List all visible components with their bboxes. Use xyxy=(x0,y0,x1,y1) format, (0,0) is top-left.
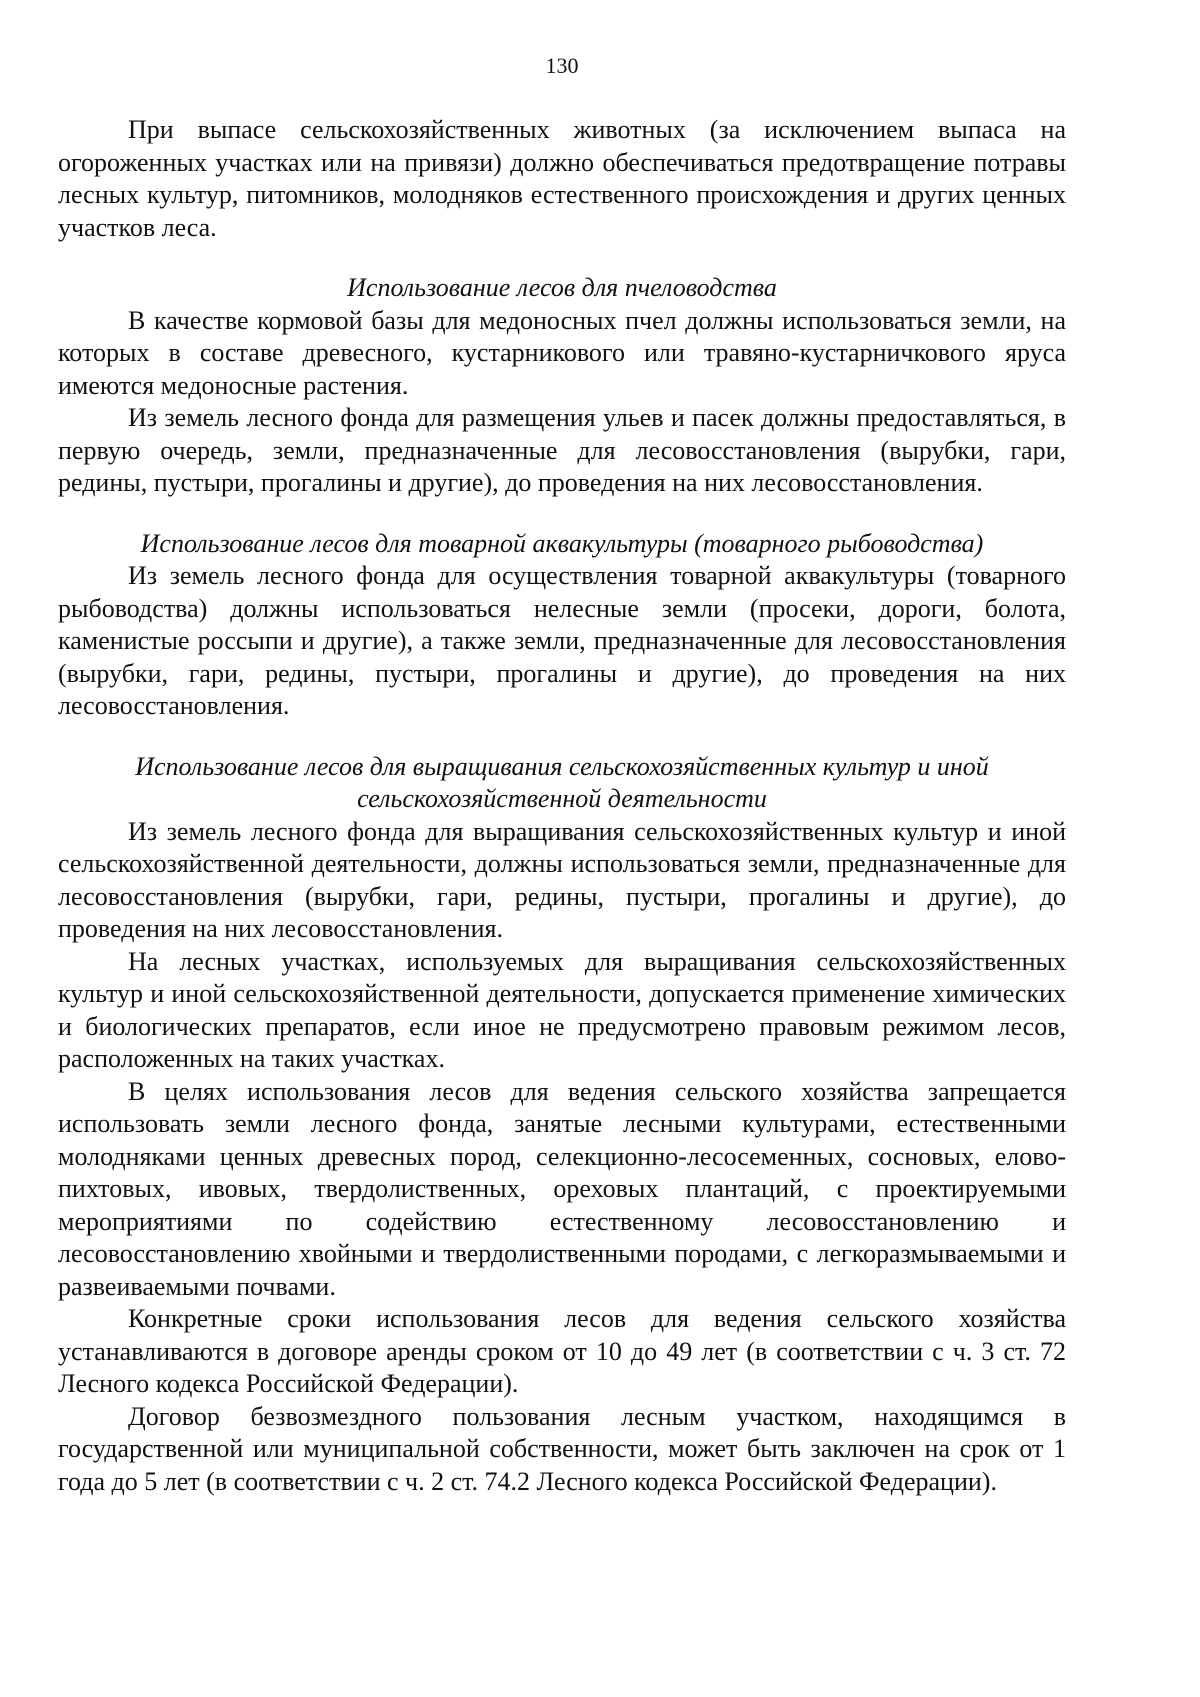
section-gap xyxy=(58,500,1066,528)
section-gap xyxy=(58,244,1066,272)
paragraph-prohibitions: В целях использования лесов для ведения сельского хозяйства запрещается использовать земли лесного фонда, занятые лесными культурами, естественными молодняками ценных древесных пород, селекционно-лесосеменных, сосновых, елово-пихтовых, ивовых, твердолиственных, ореховых плантаций, с проектируемыми мероприятиями по содействию естественному лесовосстановлению и лесовосстановлению хвойными и твердолиственными породами, с легкоразмываемыми и развеиваемыми почвами. xyxy=(58,1076,1066,1301)
paragraph-agriculture-lands: Из земель лесного фонда для выращивания сельскохозяйственных культур и иной сельскохозяйственной деятельности, должны использоваться земли, предназначенные для лесовосстановления (вырубки, гари, редины, пустыри, прогалины и другие), до проведения на них лесовосстановления. xyxy=(58,816,1066,943)
paragraph-chemicals: На лесных участках, используемых для выращивания сельскохозяйственных культур и иной сельскохозяйственной деятельности, допускается применение химических и биологических препаратов, если иное не предусмотрено правовым режимом лесов, расположенных на таких участках. xyxy=(58,946,1066,1073)
paragraph-lease-terms: Конкретные сроки использования лесов для ведения сельского хозяйства устанавливаются в договоре аренды сроком от 10 до 49 лет (в соответствии с ч. 3 ст. 72 Лесного кодекса Российской Федерации). xyxy=(58,1304,1066,1398)
document-body xyxy=(58,114,1066,1498)
section-gap xyxy=(58,723,1066,751)
heading-aquaculture: Использование лесов для товарной аквакультуры (товарного рыбоводства) xyxy=(140,528,984,558)
heading-agriculture: Использование лесов для выращивания сельскохозяйственных культур и иной сельскохозяйственной деятельности xyxy=(135,751,989,813)
paragraph-free-use-agreement: Договор безвозмездного пользования лесным участком, находящимся в государственной или муниципальной собственности, может быть заключен на срок от 1 года до 5 лет (в соответствии с ч. 2 ст. 74.2 Лесного кодекса Российской Федерации). xyxy=(58,1401,1066,1496)
paragraph-bee-forage: В качестве кормовой базы для медоносных пчел должны использоваться земли, на которых в составе древесного, кустарникового или травяно-кустарничкового яруса имеются медоносные растения. xyxy=(58,305,1066,400)
page-number: 130 xyxy=(545,53,579,78)
paragraph-aquaculture-lands: Из земель лесного фонда для осуществления товарной аквакультуры (товарного рыбоводства) должны использоваться нелесные земли (просеки, дороги, болота, каменистые россыпи и другие), а также земли, предназначенные для лесовосстановления (вырубки, гари, редины, пустыри, прогалины и другие), до проведения на них лесовосстановления. xyxy=(58,561,1066,720)
paragraph-hive-placement: Из земель лесного фонда для размещения ульев и пасек должны предоставляться, в первую очередь, земли, предназначенные для лесовосстановления (вырубки, гари, редины, пустыри, прогалины и другие), до проведения на них лесовосстановления. xyxy=(58,403,1066,497)
paragraph-grazing: При выпасе сельскохозяйственных животных (за исключением выпаса на огороженных участках или на привязи) должно обеспечиваться предотвращение потравы лесных культур, питомников, молодняков естественного происхождения и других ценных участков леса. xyxy=(58,115,1066,242)
heading-beekeeping: Использование лесов для пчеловодства xyxy=(347,273,777,302)
